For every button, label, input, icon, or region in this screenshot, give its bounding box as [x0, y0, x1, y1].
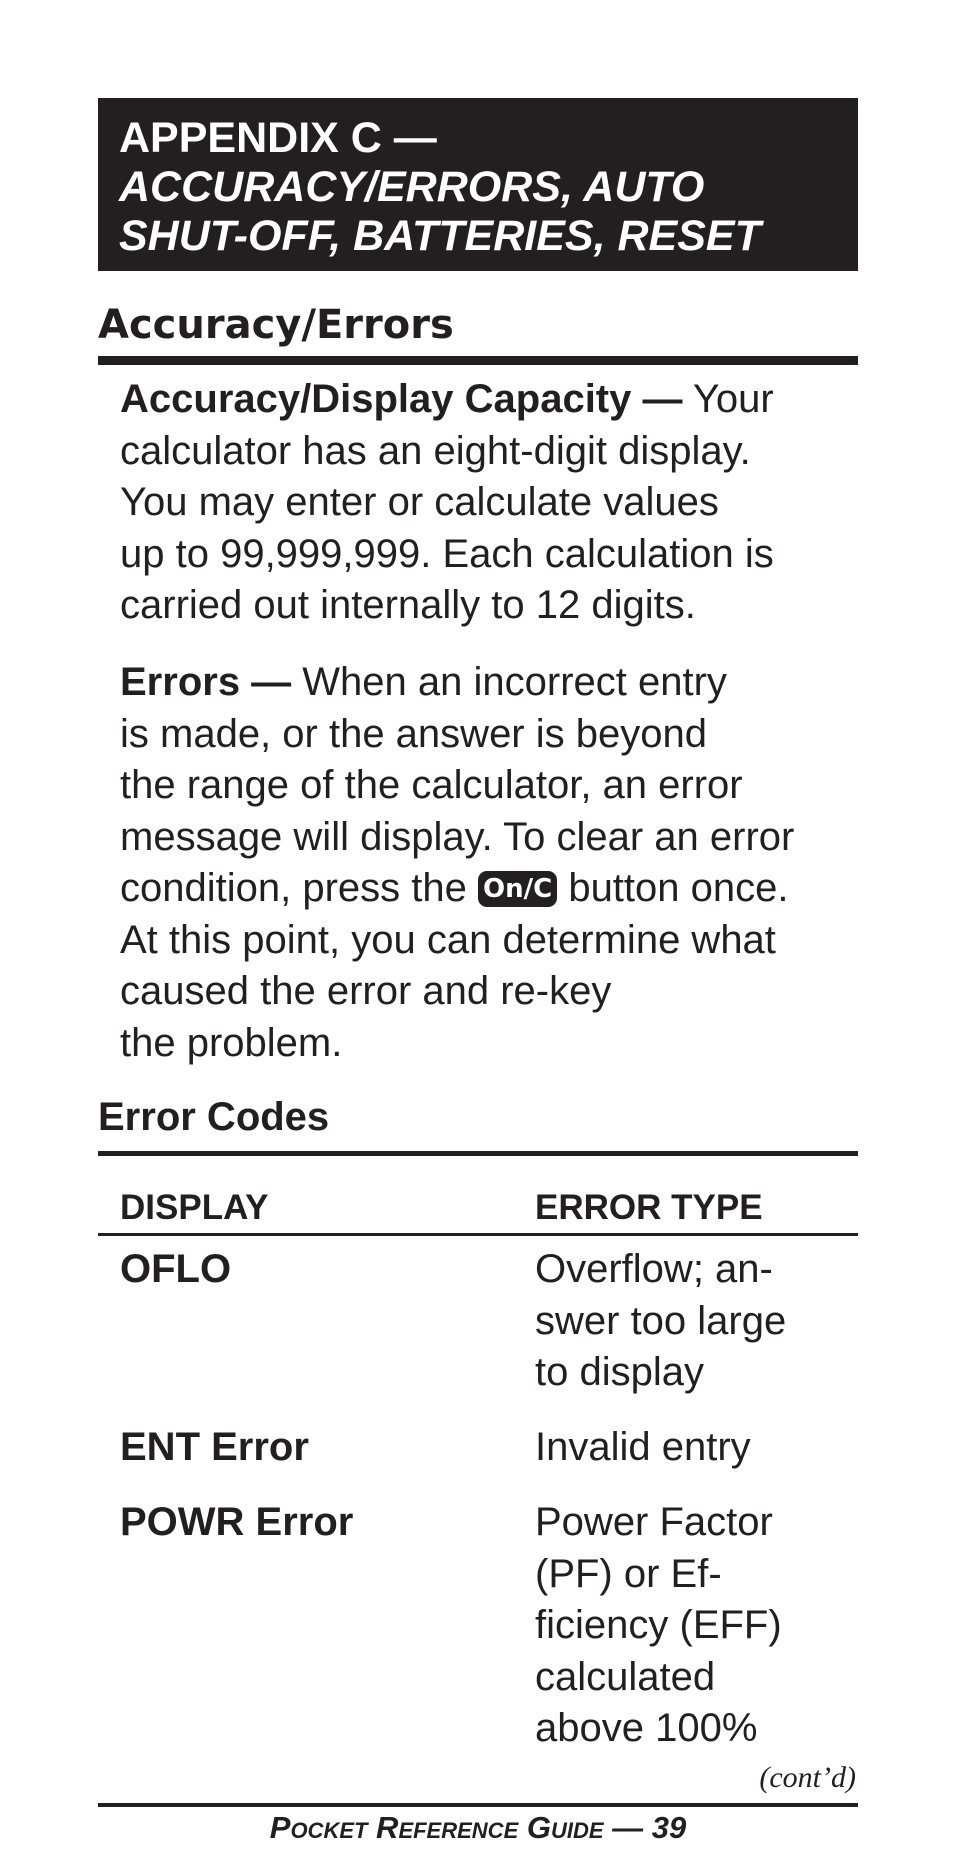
- errors-line-3: the range of the calculator, an error: [120, 763, 743, 807]
- error-type-ent-line-1: Invalid entry: [535, 1425, 751, 1469]
- error-type-oflo-line-3: to display: [535, 1350, 704, 1394]
- error-type-powr-line-2: (PF) or Ef-: [535, 1551, 722, 1596]
- error-type-ent: [535, 1422, 751, 1474]
- errors-line-4: message will display. To clear an error: [120, 814, 795, 859]
- error-type-powr-line-4: calculated: [535, 1654, 716, 1699]
- error-type-powr-line-5: above 100%: [535, 1706, 758, 1750]
- accuracy-label: Accuracy/Display Capacity —: [120, 377, 683, 421]
- appendix-title-line-1: ACCURACY/ERRORS, AUTO: [119, 163, 705, 211]
- section-rule: [98, 356, 858, 365]
- section-heading: Accuracy/Errors: [98, 302, 454, 348]
- accuracy-line-4: up to 99,999,999. Each calculation is: [120, 531, 774, 576]
- error-codes-rule: [98, 1151, 858, 1156]
- accuracy-line-1-text: Your: [682, 377, 774, 421]
- appendix-banner: [98, 98, 858, 271]
- errors-line-7: caused the error and re-key: [120, 969, 612, 1013]
- table-header-rule: [98, 1233, 858, 1236]
- errors-label: Errors —: [120, 660, 292, 704]
- accuracy-paragraph: [120, 374, 860, 632]
- errors-line-8: the problem.: [120, 1020, 343, 1065]
- errors-line-5-b: button once.: [557, 866, 789, 910]
- errors-paragraph: [120, 657, 860, 1069]
- error-type-powr-line-3: ficiency (EFF): [535, 1603, 782, 1647]
- errors-line-6: At this point, you can determine what: [120, 917, 776, 962]
- error-code-oflo: OFLO: [120, 1247, 232, 1291]
- footer-rule: [98, 1803, 858, 1807]
- error-type-oflo-line-2: swer too large: [535, 1298, 787, 1343]
- on-c-key-icon: On/C: [478, 871, 557, 907]
- error-code-ent: ENT Error: [120, 1425, 309, 1469]
- errors-line-1: [120, 657, 860, 709]
- error-code-powr: POWR Error: [120, 1500, 354, 1544]
- appendix-label: APPENDIX C —: [119, 114, 437, 162]
- errors-line-5: [120, 863, 860, 915]
- column-header-display: DISPLAY: [120, 1188, 269, 1227]
- error-type-powr-line-1: Power Factor: [535, 1500, 773, 1544]
- error-type-powr: [535, 1497, 782, 1755]
- errors-line-1-text: When an incorrect entry: [291, 660, 727, 704]
- appendix-title-line-2: SHUT-OFF, BATTERIES, RESET: [119, 212, 761, 260]
- error-type-oflo: [535, 1244, 786, 1399]
- footer-text: Pocket Reference Guide — 39: [269, 1810, 687, 1845]
- column-header-error-type: ERROR TYPE: [535, 1188, 763, 1227]
- accuracy-line-2: calculator has an eight-digit display.: [120, 428, 751, 473]
- page-footer: [98, 1808, 858, 1848]
- errors-line-2: is made, or the answer is beyond: [120, 711, 707, 756]
- accuracy-line-5: carried out internally to 12 digits.: [120, 583, 696, 627]
- accuracy-line-3: You may enter or calculate values: [120, 480, 719, 524]
- errors-line-5-a: condition, press the: [120, 866, 478, 910]
- accuracy-line-1: [120, 374, 860, 426]
- error-codes-heading: Error Codes: [98, 1095, 330, 1139]
- error-type-oflo-line-1: Overflow; an-: [535, 1247, 773, 1291]
- continued-note: (cont’d): [759, 1761, 856, 1794]
